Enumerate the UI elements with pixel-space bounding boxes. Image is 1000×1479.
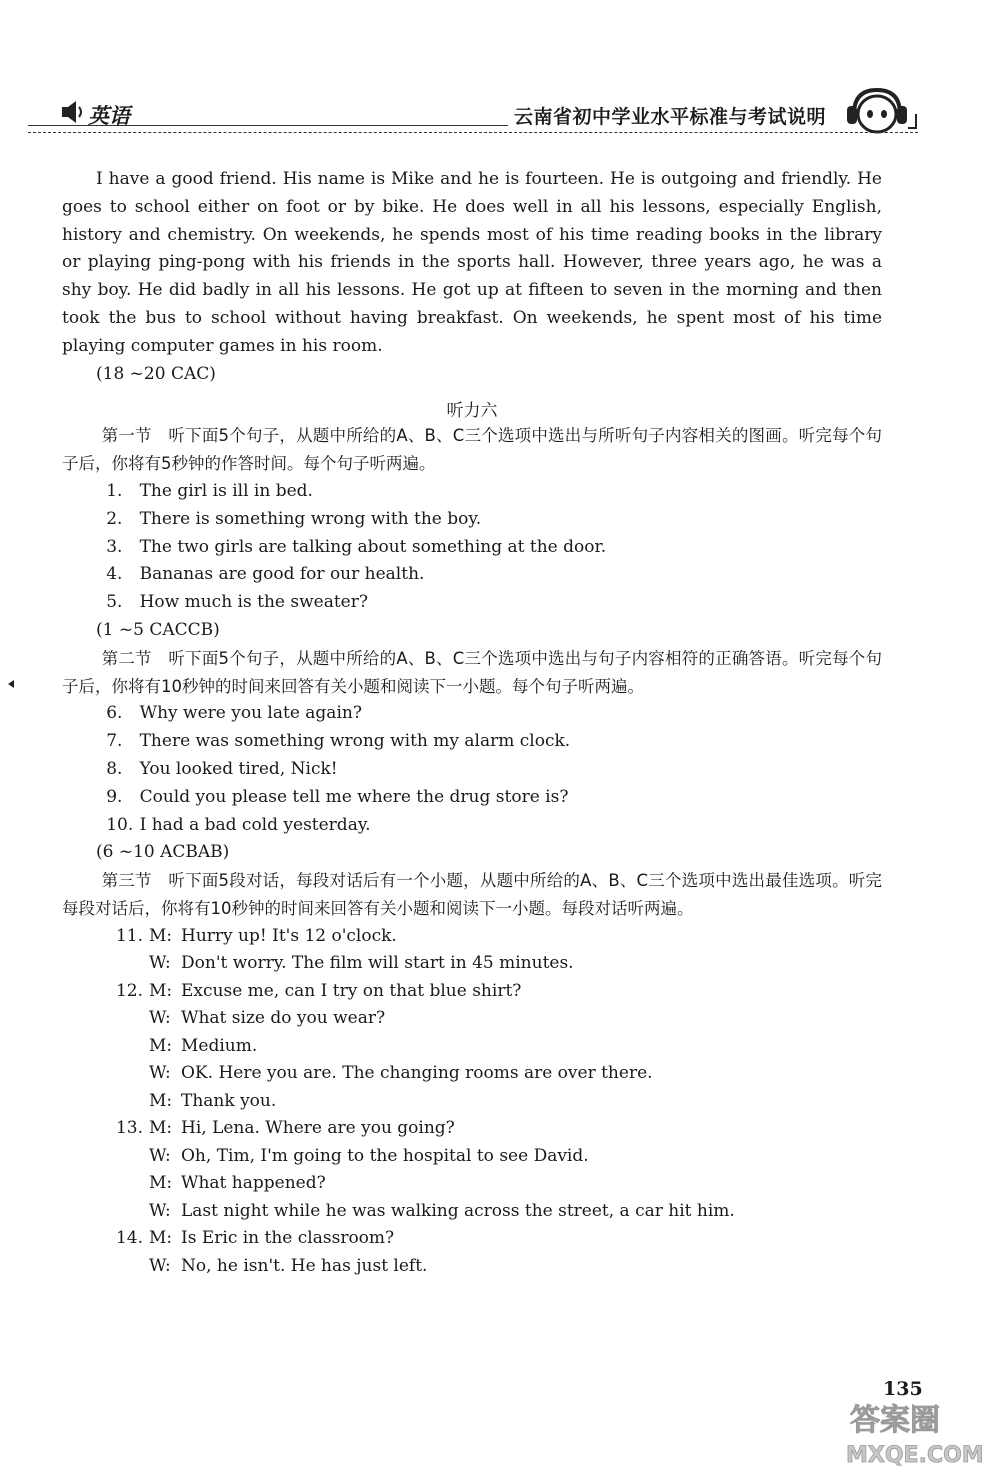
section-title: 听力六 xyxy=(446,401,498,422)
dialogue-line: M: Medium. xyxy=(149,1035,258,1056)
dialogue-line: 12. M: Excuse me, can I try on that blue shirt? xyxy=(115,980,522,1001)
dialogue-14 xyxy=(62,1225,882,1280)
part3-description: 第三节 听下面5段对话，每段对话后有一个小题，从题中所给的A、B、C三个选项中选出最佳选项。听完每段对话后，你将有10秒钟的时间来回答有关小题和阅读下一小题。每段对话听两遍。 xyxy=(62,871,882,918)
header-title: 云南省初中学业水平标准与考试说明 xyxy=(513,106,826,128)
dialogue-line: W: Last night while he was walking across the street, a car hit him. xyxy=(149,1200,735,1221)
dialogue-line: 14. M: Is Eric in the classroom? xyxy=(115,1228,395,1249)
page-header xyxy=(28,84,918,144)
dialogue-line: M: What happened? xyxy=(149,1173,326,1194)
svg-text:MXQE.COM: MXQE.COM xyxy=(846,1443,984,1468)
part2-answer: (6 ~10 ACBAB) xyxy=(96,842,230,863)
dialogue-13 xyxy=(62,1115,882,1225)
dialogue-11 xyxy=(62,923,882,978)
list-item: 5. How much is the sweater? xyxy=(106,592,368,613)
list-item: 3. The two girls are talking about something at the door. xyxy=(106,536,607,557)
part1-answer: (1 ~5 CACCB) xyxy=(96,619,220,640)
list-item: 8. You looked tired, Nick! xyxy=(106,758,338,779)
svg-text:答案圈: 答案圈 xyxy=(850,1403,940,1438)
dialogue-line: W: No, he isn't. He has just left. xyxy=(149,1255,428,1276)
dialogue-line: W: Oh, Tim, I'm going to the hospital to see David. xyxy=(149,1145,589,1166)
dialogue-line: W: OK. Here you are. The changing rooms are over there. xyxy=(149,1063,653,1084)
margin-marker xyxy=(8,680,14,688)
part1-description: 第一节 听下面5个句子，从题中所给的A、B、C三个选项中选出与所听句子内容相关的图画。听完每个句子后，你将有5秒钟的作答时间。每个句子听两遍。 xyxy=(62,426,882,474)
header-rule xyxy=(28,125,508,126)
part2-description: 第二节 听下面5个句子，从题中所给的A、B、C三个选项中选出与句子内容相符的正确答语。听完每个句子后，你将有10秒钟的时间来回答有关小题和阅读下一小题。每个句子听两遍。 xyxy=(62,648,882,696)
list-item: 7. There was something wrong with my alarm clock. xyxy=(106,731,571,752)
dialogue-12 xyxy=(62,978,882,1116)
header-subject: 英语 xyxy=(88,104,130,128)
list-item: 2. There is something wrong with the boy. xyxy=(106,508,482,529)
speaker-icon xyxy=(58,98,86,126)
headphone-mascot-icon xyxy=(836,84,918,136)
list-item: 9. Could you please tell me where the drug store is? xyxy=(106,786,569,807)
dialogue-line: 11. M: Hurry up! It's 12 o'clock. xyxy=(115,925,397,946)
list-item: 10. I had a bad cold yesterday. xyxy=(106,814,371,835)
watermark-logo xyxy=(840,1390,990,1470)
dialogue-line: 13. M: Hi, Lena. Where are you going? xyxy=(115,1118,455,1139)
page-number: 135 xyxy=(883,1378,923,1400)
list-item: 1. The girl is ill in bed. xyxy=(106,480,313,501)
dialogue-line: W: Don't worry. The film will start in 45 minutes. xyxy=(149,953,574,974)
list-item: 6. Why were you late again? xyxy=(106,703,362,724)
page-content xyxy=(62,166,882,1280)
list-item: 4. Bananas are good for our health. xyxy=(106,564,425,585)
passage-text: I have a good friend. His name is Mike and he is fourteen. He is outgoing and friendly. He goes to school either on foot or by bike. He does well in all his lessons, especially English, history and chemistry. On weekends, he spends most of his time reading books in the library or playing ping-pong with his friends in the sports hall. However, three years ago, he was a shy boy. He did badly in all his lessons. He got up at fifteen to seven in the morning and then took the bus to school without having breakfast. On weekends, he spent most of his time playing computer games in his room. xyxy=(62,169,882,356)
header-dashed-rule xyxy=(28,132,918,133)
passage-answer: (18 ~20 CAC) xyxy=(96,363,216,384)
dialogue-line: M: Thank you. xyxy=(149,1090,277,1111)
dialogue-line: W: What size do you wear? xyxy=(149,1008,386,1029)
